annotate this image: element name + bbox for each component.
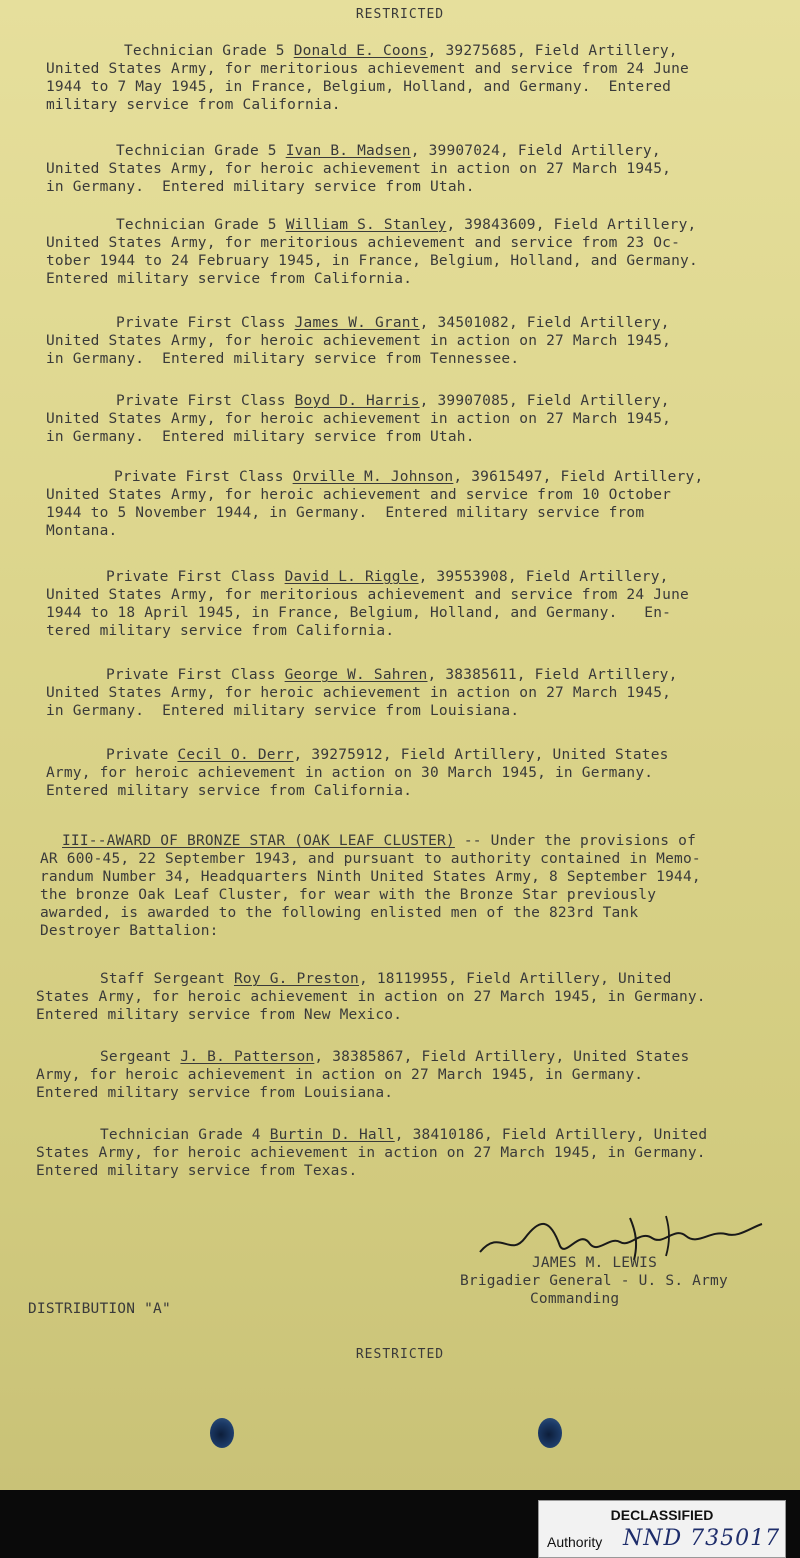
signature-block: [460, 1254, 780, 1308]
entry-name: J. B. Patterson: [180, 1049, 315, 1065]
punch-hole: [538, 1418, 562, 1448]
entry-rank: Private First Class: [106, 569, 276, 585]
entry-rank: Private First Class: [116, 393, 286, 409]
entry-rank: Sergeant: [100, 1049, 172, 1065]
entry-rank: Technician Grade 4: [100, 1127, 261, 1143]
entry-name: David L. Riggle: [284, 569, 419, 585]
entry-name: Roy G. Preston: [233, 971, 359, 987]
punch-hole: [210, 1418, 234, 1448]
entry-details: , 39615497, Field Artillery, United States Army, for heroic achievement and service from 10 October 1944 to 5 November 1944, in Germany. Entered military service from Montana.: [46, 469, 704, 539]
entry-details: , 38410186, Field Artillery, United States Army, for heroic achievement in action on 27 March 1945, in Germany. Entered military service from Texas.: [36, 1127, 708, 1179]
citation-entry: [46, 666, 770, 720]
signer-name: JAMES M. LEWIS: [532, 1255, 658, 1271]
stamp-authority-number: NND 735017: [623, 1526, 781, 1551]
entry-name: William S. Stanley: [285, 217, 447, 233]
citation-entry: [46, 42, 770, 114]
distribution-line: DISTRIBUTION "A": [28, 1301, 171, 1317]
entry-name: James W. Grant: [294, 315, 420, 331]
entry-rank: Technician Grade 5: [124, 43, 285, 59]
entry-rank: Private: [106, 747, 169, 763]
header-classification: RESTRICTED: [355, 7, 445, 22]
entry-details: , 39907024, Field Artillery, United States Army, for heroic achievement in action on 27 March 1945, in Germany. Entered military service from Utah.: [46, 143, 672, 195]
entry-name: Donald E. Coons: [293, 43, 428, 59]
section-iii-text: -- Under the provisions of AR 600-45, 22 September 1943, and pursuant to authority contained in Memo- randum Number 34, Headquarters Ninth United States Army, 8 September 1944, the bronze Oak Leaf Cluster, for wear with the Bronze Star previously awarded, is awarded to the following enlisted men of the 823rd Tank Destroyer Battalion:: [40, 833, 701, 939]
entry-details: , 39275685, Field Artillery, United States Army, for meritorious achievement and service from 24 June 1944 to 7 May 1945, in France, Belgium, Holland, and Germany. Entered military service from California.: [46, 43, 689, 113]
entry-details: , 39553908, Field Artillery, United States Army, for meritorious achievement and service from 24 June 1944 to 18 April 1945, in France, Belgium, Holland, and Germany. En- tered military service from California.: [46, 569, 689, 639]
citation-entry: [46, 216, 770, 288]
entry-name: Orville M. Johnson: [292, 469, 454, 485]
section-iii-heading: III--AWARD OF BRONZE STAR (OAK LEAF CLUSTER): [62, 833, 455, 849]
entry-details: , 38385611, Field Artillery, United States Army, for heroic achievement in action on 27 March 1945, in Germany. Entered military service from Louisiana.: [46, 667, 678, 719]
entry-rank: Technician Grade 5: [116, 217, 277, 233]
stamp-authority-label: Authority: [547, 1534, 603, 1550]
stamp-title: DECLASSIFIED: [610, 1507, 714, 1523]
entry-rank: Private First Class: [114, 469, 284, 485]
entry-details: , 39907085, Field Artillery, United States Army, for heroic achievement in action on 27 March 1945, in Germany. Entered military service from Utah.: [46, 393, 672, 445]
entry-details: , 39275912, Field Artillery, United States Army, for heroic achievement in action on 30 March 1945, in Germany. Entered military service from California.: [46, 747, 669, 799]
footer-classification: RESTRICTED: [355, 1347, 445, 1362]
entry-name: Cecil O. Derr: [177, 747, 294, 763]
entry-rank: Technician Grade 5: [116, 143, 277, 159]
section-iii-paragraph: [40, 832, 780, 940]
citation-entry: [46, 468, 770, 540]
citation-entry: [46, 746, 770, 800]
citation-entry: [36, 1048, 786, 1102]
citation-entry: [46, 142, 770, 196]
citation-entry: [46, 392, 770, 446]
entry-details: , 34501082, Field Artillery, United States Army, for heroic achievement in action on 27 March 1945, in Germany. Entered military service from Tennessee.: [46, 315, 672, 367]
signer-title: Brigadier General - U. S. Army: [460, 1273, 728, 1289]
entry-details: , 39843609, Field Artillery, United States Army, for meritorious achievement and service from 23 Oc- tober 1944 to 24 February 1945, in France, Belgium, Holland, and Germany. Entered military service from California.: [46, 217, 698, 287]
citation-entry: [46, 314, 770, 368]
entry-name: Boyd D. Harris: [294, 393, 420, 409]
signer-role: Commanding: [530, 1291, 620, 1307]
entry-rank: Private First Class: [106, 667, 276, 683]
declassified-stamp: [538, 1500, 786, 1558]
citation-entry: [36, 1126, 786, 1180]
entry-name: George W. Sahren: [284, 667, 428, 683]
entry-name: Ivan B. Madsen: [285, 143, 411, 159]
entry-details: , 18119955, Field Artillery, United States Army, for heroic achievement in action on 27 March 1945, in Germany. Entered military service from New Mexico.: [36, 971, 706, 1023]
citation-entry: [46, 568, 770, 640]
entry-rank: Private First Class: [116, 315, 286, 331]
entry-name: Burtin D. Hall: [269, 1127, 395, 1143]
entry-rank: Staff Sergeant: [100, 971, 226, 987]
citation-entry: [36, 970, 786, 1024]
entry-details: , 38385867, Field Artillery, United States Army, for heroic achievement in action on 27 March 1945, in Germany. Entered military service from Louisiana.: [36, 1049, 690, 1101]
